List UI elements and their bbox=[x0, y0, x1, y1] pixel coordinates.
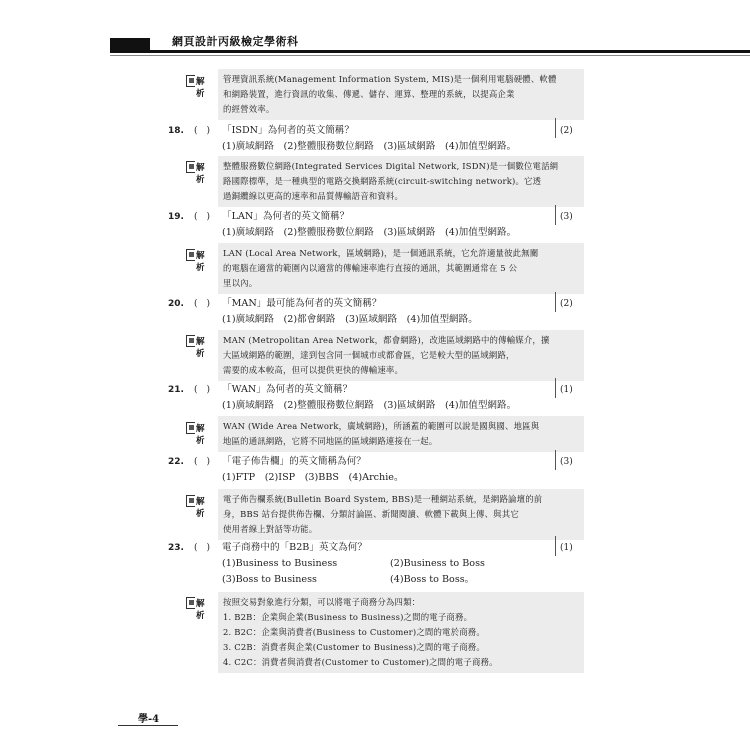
answer-column-divider bbox=[555, 292, 556, 312]
answer-key: (1) bbox=[560, 543, 573, 553]
page-number: 學-4 bbox=[138, 714, 160, 725]
question-stem: 「WAN」為何者的英文簡稱？ bbox=[222, 384, 353, 395]
explanation-line: 使用者線上對話等功能。 bbox=[223, 524, 318, 534]
answer-key: (2) bbox=[560, 126, 573, 136]
answer-column-divider bbox=[555, 205, 556, 225]
answer-blank: ( ) bbox=[194, 385, 211, 395]
option-3: (3)Boss to Business bbox=[222, 574, 317, 585]
option-1: (1)Business to Business bbox=[222, 558, 338, 569]
explanation-badge: 解析 bbox=[186, 494, 214, 508]
question-number: 22. bbox=[168, 457, 184, 467]
answer-blank: ( ) bbox=[194, 212, 211, 222]
explanation-line: 按照交易對象進行分類，可以將電子商務分為四類： bbox=[223, 597, 421, 607]
explanation-line: 需要的成本較高，但可以提供更快的傳輸速率。 bbox=[223, 365, 404, 375]
explanation-badge: 解析 bbox=[186, 334, 214, 348]
explanation-line: WAN (Wide Area Network，廣域網路)，所涵蓋的範圍可以說是國與國、地區與 bbox=[223, 421, 540, 431]
explanation-line: 整體服務數位網路(Integrated Services Digital Network, ISDN)是一個數位電話網 bbox=[223, 161, 559, 171]
explanation-badge: 解析 bbox=[186, 248, 214, 262]
answer-column-divider bbox=[555, 378, 556, 398]
explanation-line: 大區域網路的範圍，達到包含同一個城市或都會區，它是較大型的區域網路， bbox=[223, 350, 515, 360]
explanation-line: 和網路裝置，進行資訊的收集、傳遞、儲存、運算、整理的系統，以提高企業 bbox=[223, 89, 515, 99]
question-options: (1)廣域網路 (2)都會網路 (3)區域網路 (4)加值型網路。 bbox=[222, 314, 478, 325]
explanation-line: LAN (Local Area Network，區域網路)，是一個通訊系統，它允許適量彼此無關 bbox=[223, 248, 539, 258]
explanation-line: 3. C2B：消費者與企業(Customer to Business)之間的電子商務。 bbox=[223, 642, 485, 652]
explanation-line: 4. C2C：消費者與消費者(Customer to Customer)之間的電子商務。 bbox=[223, 657, 498, 667]
explanation-line: MAN (Metropolitan Area Network，都會網路)，改進區域網路中的傳輸媒介，擴 bbox=[223, 335, 550, 345]
explanation-line: 地區的通訊網路，它將不同地區的區域網路連接在一起。 bbox=[223, 436, 438, 446]
explanation-box bbox=[218, 156, 584, 207]
explanation-box bbox=[218, 592, 584, 673]
question-number: 20. bbox=[168, 299, 184, 309]
question-stem: 電子商務中的「B2B」英文為何？ bbox=[222, 542, 367, 553]
answer-blank: ( ) bbox=[194, 126, 211, 136]
explanation-line: 管理資訊系統(Management Information System, MIS)是一個利用電腦硬體、軟體 bbox=[223, 74, 557, 84]
answer-column-divider bbox=[555, 536, 556, 556]
answer-key: (2) bbox=[560, 299, 573, 309]
question-options: (1)廣域網路 (2)整體服務數位網路 (3)區域網路 (4)加值型網路。 bbox=[222, 400, 517, 411]
explanation-line: 2. B2C：企業與消費者(Business to Customer)之間的電於商務。 bbox=[223, 627, 485, 637]
explanation-box bbox=[218, 416, 584, 452]
options-grid bbox=[222, 556, 562, 588]
question-stem: 「LAN」為何者的英文簡稱？ bbox=[222, 211, 350, 222]
explanation-box bbox=[218, 69, 584, 120]
answer-column-divider bbox=[555, 118, 556, 138]
page-footer bbox=[0, 700, 750, 750]
answer-key: (3) bbox=[560, 212, 573, 222]
explanation-line: 身，BBS 站台提供佈告欄、分類討論區、新聞閱讀、軟體下載與上傳、與其它 bbox=[223, 509, 519, 519]
explanation-line: 的經營效率。 bbox=[223, 104, 275, 114]
question-number: 21. bbox=[168, 385, 184, 395]
answer-column-divider bbox=[555, 450, 556, 470]
explanation-line: 過銅纜線以更高的速率和品質傳輸語音和資料。 bbox=[223, 191, 404, 201]
answer-key: (1) bbox=[560, 385, 573, 395]
answer-blank: ( ) bbox=[194, 299, 211, 309]
explanation-line: 里以內。 bbox=[223, 278, 258, 288]
question-stem: 「MAN」最可能為何者的英文簡稱？ bbox=[222, 298, 382, 309]
book-title: 網頁設計丙級檢定學術科 bbox=[172, 35, 299, 48]
question-stem: 「ISDN」為何者的英文簡稱？ bbox=[222, 125, 354, 136]
answer-blank: ( ) bbox=[194, 543, 211, 553]
question-number: 19. bbox=[168, 212, 184, 222]
question-number: 23. bbox=[168, 543, 184, 553]
explanation-line: 電子佈告欄系統(Bulletin Board System, BBS)是一種網站系統，是網路論壇的前 bbox=[223, 494, 543, 504]
question-stem: 「電子佈告欄」的英文簡稱為何？ bbox=[222, 456, 366, 467]
question-options: (1)廣域網路 (2)整體服務數位網路 (3)區域網路 (4)加值型網路。 bbox=[222, 141, 517, 152]
explanation-box bbox=[218, 330, 584, 381]
footer-rule bbox=[118, 725, 178, 726]
explanation-line: 1. B2B：企業與企業(Business to Business)之間的電子商務。 bbox=[223, 612, 473, 622]
option-4: (4)Boss to Boss。 bbox=[390, 574, 475, 585]
answer-key: (3) bbox=[560, 457, 573, 467]
explanation-badge: 解析 bbox=[186, 596, 214, 610]
explanation-badge: 解析 bbox=[186, 421, 214, 435]
question-options: (1)廣域網路 (2)整體服務數位網路 (3)區域網路 (4)加值型網路。 bbox=[222, 227, 517, 238]
explanation-box bbox=[218, 243, 584, 294]
explanation-line: 路國際標準，是一種典型的電路交換網路系統(circuit-switching network)。它透 bbox=[223, 176, 542, 186]
explanation-badge: 解析 bbox=[186, 74, 214, 88]
answer-blank: ( ) bbox=[194, 457, 211, 467]
question-options: (1)FTP (2)ISP (3)BBS (4)Archie。 bbox=[222, 472, 404, 483]
option-2: (2)Business to Boss bbox=[390, 558, 485, 569]
explanation-line: 的電腦在適當的範圍內以適當的傳輸速率進行直接的通訊，其範圍通常在 5 公 bbox=[223, 263, 518, 273]
explanation-badge: 解析 bbox=[186, 160, 214, 174]
question-number: 18. bbox=[168, 126, 184, 136]
explanation-box bbox=[218, 489, 584, 540]
